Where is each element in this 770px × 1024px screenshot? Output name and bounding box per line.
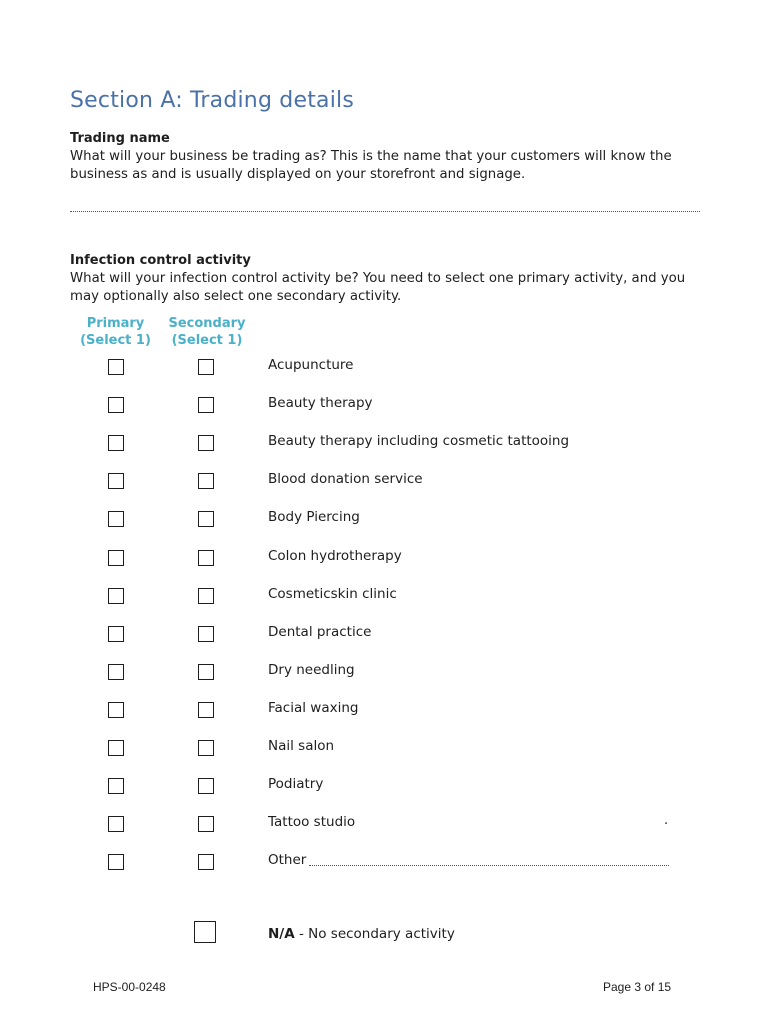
- primary-checkbox-beauty-therapy-including-cosmetic-tattooing[interactable]: [108, 435, 124, 451]
- option-label-facial-waxing: Facial waxing: [268, 700, 359, 716]
- secondary-checkbox-cosmeticskin-clinic[interactable]: [198, 588, 214, 604]
- primary-checkbox-nail-salon[interactable]: [108, 740, 124, 756]
- option-label-acupuncture: Acupuncture: [268, 357, 354, 373]
- trading-name-heading: Trading name: [70, 131, 170, 146]
- option-label-dry-needling: Dry needling: [268, 662, 355, 678]
- secondary-checkbox-beauty-therapy-including-cosmetic-tattooing[interactable]: [198, 435, 214, 451]
- option-label-body-piercing: Body Piercing: [268, 509, 360, 525]
- primary-checkbox-tattoo-studio[interactable]: [108, 816, 124, 832]
- secondary-checkbox-podiatry[interactable]: [198, 778, 214, 794]
- secondary-checkbox-facial-waxing[interactable]: [198, 702, 214, 718]
- infection-control-description: What will your infection control activity be? You need to select one primary activity, and you may optionally also select one secondary activity.: [70, 271, 686, 304]
- option-label-beauty-therapy-including-cosmetic-tattooing: Beauty therapy including cosmetic tattooing: [268, 433, 570, 449]
- primary-checkbox-acupuncture[interactable]: [108, 359, 124, 375]
- secondary-checkbox-acupuncture[interactable]: [198, 359, 214, 375]
- secondary-checkbox-dry-needling[interactable]: [198, 664, 214, 680]
- primary-checkbox-cosmeticskin-clinic[interactable]: [108, 588, 124, 604]
- secondary-checkbox-tattoo-studio[interactable]: [198, 816, 214, 832]
- option-label-podiatry: Podiatry: [268, 776, 324, 792]
- na-secondary-label: [268, 926, 455, 942]
- document-code: HPS-00-0248: [93, 980, 166, 994]
- option-label-dental-practice: Dental practice: [268, 624, 372, 640]
- secondary-checkbox-beauty-therapy[interactable]: [198, 397, 214, 413]
- option-label-colon-hydrotherapy: Colon hydrotherapy: [268, 548, 402, 564]
- primary-checkbox-body-piercing[interactable]: [108, 511, 124, 527]
- primary-checkbox-blood-donation-service[interactable]: [108, 473, 124, 489]
- trading-name-description: What will your business be trading as? This is the name that your customers will know the business as and is usually displayed on your storefront and signage.: [70, 149, 672, 182]
- na-secondary-checkbox[interactable]: [194, 921, 216, 943]
- primary-checkbox-other[interactable]: [108, 854, 124, 870]
- na-text-label: - No secondary activity: [294, 926, 455, 942]
- primary-checkbox-facial-waxing[interactable]: [108, 702, 124, 718]
- option-label-cosmeticskin-clinic: Cosmeticskin clinic: [268, 586, 397, 602]
- infection-control-heading: Infection control activity: [70, 253, 251, 268]
- option-label-other: Other: [268, 852, 307, 868]
- secondary-checkbox-colon-hydrotherapy[interactable]: [198, 550, 214, 566]
- trading-name-field[interactable]: [70, 211, 700, 212]
- option-label-nail-salon: Nail salon: [268, 738, 335, 754]
- page-number: Page 3 of 15: [603, 980, 672, 994]
- primary-checkbox-dental-practice[interactable]: [108, 626, 124, 642]
- secondary-checkbox-nail-salon[interactable]: [198, 740, 214, 756]
- secondary-checkbox-body-piercing[interactable]: [198, 511, 214, 527]
- option-label-tattoo-studio: Tattoo studio: [268, 814, 356, 830]
- na-bold-label: N/A: [268, 926, 295, 942]
- section-title: Section A: Trading details: [70, 88, 355, 113]
- primary-checkbox-dry-needling[interactable]: [108, 664, 124, 680]
- secondary-column-header: Secondary (Select 1): [168, 316, 246, 348]
- secondary-checkbox-other[interactable]: [198, 854, 214, 870]
- primary-checkbox-beauty-therapy[interactable]: [108, 397, 124, 413]
- primary-column-header: Primary (Select 1): [80, 316, 151, 348]
- option-label-beauty-therapy: Beauty therapy: [268, 395, 373, 411]
- option-label-blood-donation-service: Blood donation service: [268, 471, 423, 487]
- stray-mark: .: [664, 813, 669, 828]
- primary-checkbox-podiatry[interactable]: [108, 778, 124, 794]
- secondary-checkbox-blood-donation-service[interactable]: [198, 473, 214, 489]
- primary-checkbox-colon-hydrotherapy[interactable]: [108, 550, 124, 566]
- other-activity-field[interactable]: [309, 865, 669, 866]
- secondary-checkbox-dental-practice[interactable]: [198, 626, 214, 642]
